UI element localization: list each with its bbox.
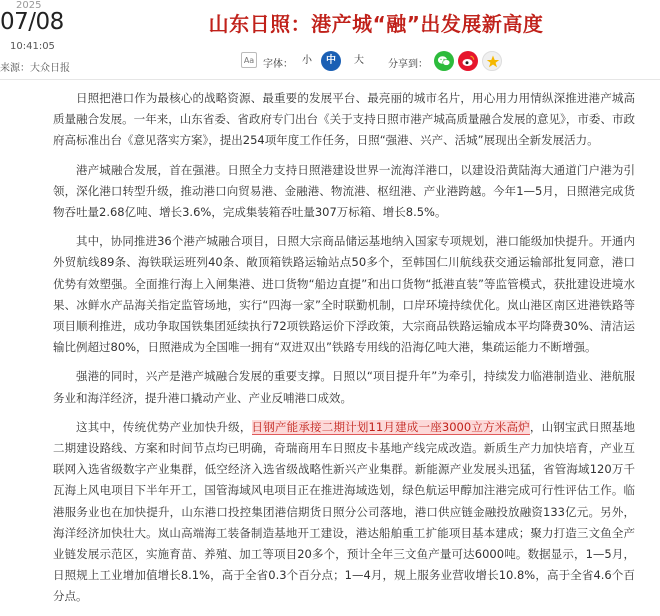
paragraph-text: 这其中，传统优势产业加快升级， xyxy=(76,419,252,434)
font-size-label: 字体： xyxy=(263,59,293,70)
article-paragraph: 其中，协同推进36个港产城融合项目，日照大宗商品储运基地纳入国家专项规划，港口能级加快提升。开通内外贸航线89条、海铁联运班列40条、敞顶箱铁路运输站点50多个，至韩国仁川航线获交通运输部批复同意，港口优势有效塑强。全面推行海上入闸集港、进口货物“船边直提”和出口货物“抵港直装”等监管模式，获批建设进境水果、冰鲜水产品海关指定监管场地，实行“四海一家”全时联勤机制，口岸环境持续优化。岚山港区南区进港铁路等项目顺利推进，成功争取国铁集团延续执行72项铁路运价下浮政策，大宗商品铁路运输成本平均降费30%、清洁运输比例超过80%，日照港成为全国唯一拥有“双进双出”铁路专用线的沿海亿吨大港，集疏运能力不断增强。 xyxy=(53,234,635,355)
qzone-icon[interactable] xyxy=(482,51,502,71)
publish-time: 10:41:05 xyxy=(10,41,55,52)
highlighted-text[interactable]: 日钢产能承接二期计划11月建成一座3000立方米高炉 xyxy=(251,419,530,434)
article-paragraph: 港产城融合发展，首在强港。日照全力支持日照港建设世界一流海洋港口，以建设沿黄陆海大通道门户港为引领，深化港口转型升级，推动港口向贸易港、金融港、物流港、枢纽港、产业港跨越。今年1—5月，日照港完成货物吞吐量2.68亿吨、增长3.6%，完成集装箱吞吐量307万标箱、增长8.5%。 xyxy=(53,162,635,220)
article-toolbar xyxy=(241,48,660,74)
article-source: 来源：大众日报 xyxy=(0,63,70,74)
article-title: 山东日照：港产城“融”出发展新高度 xyxy=(208,12,544,36)
wechat-icon[interactable] xyxy=(434,51,454,71)
share-label: 分享到： xyxy=(388,59,428,70)
font-size-icon: Aa xyxy=(241,52,257,68)
header-divider xyxy=(0,79,660,80)
paragraph-text: ，山钢宝武日照基地二期建设路线、方案和时间节点均已明确，奇瑞商用车日照皮卡基地产线完成改造。新质生产力加快培育，产业互联网入选省级数字产业集群，低空经济入选省级战略性新兴产业集群。新能源产业发展头迅猛，省管海域120万千瓦海上风电项目下半年开工，国管海域风电项目正在推进海域选划，绿色航运甲醇加注港完成可行性评估工作。临港服务业也在加快提升，山东港口投控集团港信期货日照分公司落地，港口供应链金融投放融资133亿元。另外，海洋经济加快壮大。岚山高端海工装备制造基地开工建设，港达船舶重工扩能项目基本建成；聚力打造三文鱼全产业链发展示范区，实施育苗、养殖、加工等项目20多个，预计全年三文鱼产量可达6000吨。数据显示，1—5月，日照规上工业增加值增长8.1%，高于全省0.3个百分点；1—4月，规上服务业营收增长10.8%，高于全省4.6个百分点。 xyxy=(53,419,635,604)
font-size-medium-button[interactable]: 中 xyxy=(321,51,341,71)
font-size-large-button[interactable]: 大 xyxy=(354,55,364,66)
weibo-icon[interactable] xyxy=(458,51,478,71)
publish-year: 2025 xyxy=(16,0,42,11)
article-paragraph xyxy=(53,417,635,608)
article-body xyxy=(53,88,635,616)
article-paragraph: 日照把港口作为最核心的战略资源、最重要的发展平台、最亮丽的城市名片，用心用力用情纵深推进港产城高质量融合发展。一年来，山东省委、省政府专门出台《关于支持日照市港产城高质量融合发展的意见》，市委、市政府高标准出台《意见落实方案》，提出254项年度工作任务，日照“强港、兴产、活城”展现出全新发展活力。 xyxy=(53,91,635,148)
publish-date: 07/08 xyxy=(0,9,64,35)
font-size-small-button[interactable]: 小 xyxy=(302,55,312,66)
article-paragraph: 强港的同时，兴产是港产城融合发展的重要支撑。日照以“项目提升年”为牵引，持续发力临港制造业、港航服务业和海洋经济，提升港口撬动产业、产业反哺港口成效。 xyxy=(53,369,635,405)
